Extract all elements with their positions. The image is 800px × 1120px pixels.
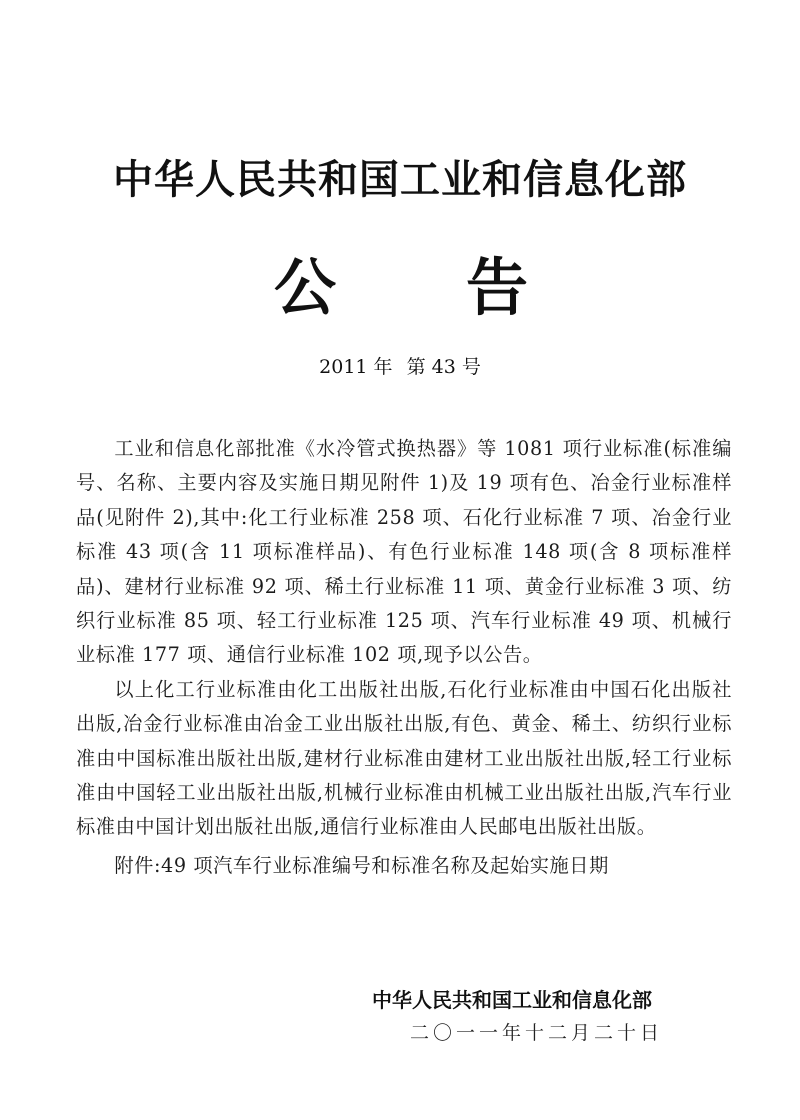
doc-type-char-2: 告 [466, 251, 529, 324]
doc-type-char-1: 公 [274, 251, 337, 324]
signature-date: 二〇一一年十二月二十日 [410, 1022, 664, 1044]
paragraph-approval: 工业和信息化部批准《水冷管式换热器》等 1081 项行业标准(标准编号、名称、主要内容及实施日期见附件 1)及 19 项有色、冶金行业标准样品(见附件 2),其中:化工行业标准 258 项、石化行业标准 7 项、冶金行业标准 43 项(含 11 项标准样品)、有色行业标准 148 项(含 8 项标准样品)、建材行业标准 92 项、稀土行业标准 11 项、黄金行业标准 3 项、纺织行业标准 85 项、轻工行业标准 125 项、汽车行业标准 49 项、机械行业标准 177 项、通信行业标准 102 项,现予以公告。 [76, 437, 732, 667]
signature-issuer: 中华人民共和国工业和信息化部 [372, 988, 652, 1012]
announcement-body [76, 432, 732, 883]
doc-number [0, 352, 800, 379]
doc-number-label: 第 43 号 [406, 356, 481, 378]
issuer-title: 中华人民共和国工业和信息化部 [113, 157, 687, 203]
attachment-note: 附件:49 项汽车行业标准编号和标准名称及起始实施日期 [114, 853, 609, 877]
doc-year: 2011 年 [319, 356, 393, 378]
paragraph-publishers: 以上化工行业标准由化工出版社出版,石化行业标准由中国石化出版社出版,冶金行业标准由冶金工业出版社出版,有色、黄金、稀土、纺织行业标准由中国标准出版社出版,建材行业标准由建材工业出版社出版,轻工行业标准由中国轻工业出版社出版,机械行业标准由机械工业出版社出版,汽车行业标准由中国计划出版社出版,通信行业标准由人民邮电出版社出版。 [76, 677, 732, 839]
